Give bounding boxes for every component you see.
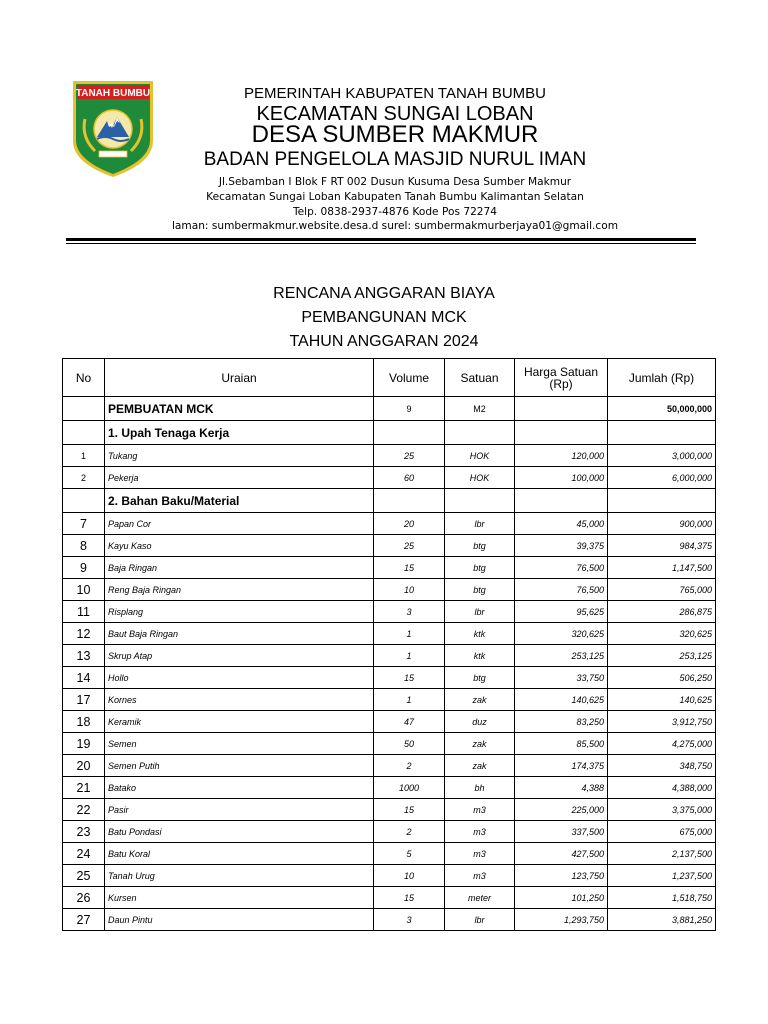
cell-volume: 15 bbox=[374, 667, 445, 689]
cell-uraian: Baja Ringan bbox=[105, 557, 374, 579]
cell-satuan: m3 bbox=[445, 821, 515, 843]
cell-no: 20 bbox=[63, 755, 105, 777]
cell-no: 12 bbox=[63, 623, 105, 645]
cell-volume: 25 bbox=[374, 445, 445, 467]
cell-uraian: Risplang bbox=[105, 601, 374, 623]
cell-volume: 10 bbox=[374, 865, 445, 887]
cell-jumlah: 900,000 bbox=[608, 513, 716, 535]
header-address-street: Jl.Sebamban I Blok F RT 002 Dusun Kusuma Desa Sumber Makmur bbox=[218, 176, 572, 188]
cell-jumlah: 4,275,000 bbox=[608, 733, 716, 755]
table-row bbox=[63, 579, 716, 601]
document-fiscal-year: TAHUN ANGGARAN 2024 bbox=[289, 333, 479, 350]
table-row bbox=[63, 755, 716, 777]
table-row bbox=[63, 645, 716, 667]
cell-volume: 25 bbox=[374, 535, 445, 557]
cell-volume: 15 bbox=[374, 557, 445, 579]
cell-satuan: zak bbox=[445, 689, 515, 711]
cell-no: 2 bbox=[63, 467, 105, 489]
section-labor-title: 1. Upah Tenaga Kerja bbox=[105, 421, 374, 445]
cell-harga: 120,000 bbox=[515, 445, 608, 467]
header-uraian: Uraian bbox=[105, 359, 374, 397]
table-row bbox=[63, 711, 716, 733]
cell-uraian: Batu Koral bbox=[105, 843, 374, 865]
table-row bbox=[63, 623, 716, 645]
cell-volume: 15 bbox=[374, 887, 445, 909]
cell-harga: 337,500 bbox=[515, 821, 608, 843]
cell-no: 18 bbox=[63, 711, 105, 733]
cell-satuan: ktk bbox=[445, 623, 515, 645]
cell-uraian: Hollo bbox=[105, 667, 374, 689]
cell-harga: 101,250 bbox=[515, 887, 608, 909]
header-harga-satuan: Harga Satuan (Rp) bbox=[515, 359, 608, 397]
cell-jumlah: 506,250 bbox=[608, 667, 716, 689]
cell-uraian: Semen Putih bbox=[105, 755, 374, 777]
cell-volume: 15 bbox=[374, 799, 445, 821]
cell-harga: 76,500 bbox=[515, 557, 608, 579]
letterhead-divider-thick bbox=[66, 238, 696, 241]
cell-jumlah: 253,125 bbox=[608, 645, 716, 667]
table-row bbox=[63, 843, 716, 865]
cell-uraian: Semen bbox=[105, 733, 374, 755]
table-row bbox=[63, 513, 716, 535]
table-row bbox=[63, 601, 716, 623]
cell-uraian: Daun Pintu bbox=[105, 909, 374, 931]
table-row-section-labor bbox=[63, 421, 716, 445]
cell-no: 21 bbox=[63, 777, 105, 799]
cell-harga: 85,500 bbox=[515, 733, 608, 755]
cell-volume: 2 bbox=[374, 755, 445, 777]
cell-uraian: Reng Baja Ringan bbox=[105, 579, 374, 601]
cell-no: 24 bbox=[63, 843, 105, 865]
cell-harga: 83,250 bbox=[515, 711, 608, 733]
header-satuan: Satuan bbox=[445, 359, 515, 397]
cell-no: 7 bbox=[63, 513, 105, 535]
cell-harga: 320,625 bbox=[515, 623, 608, 645]
table-row bbox=[63, 557, 716, 579]
main-no bbox=[63, 397, 105, 421]
cell-harga: 4,388 bbox=[515, 777, 608, 799]
cell-no: 23 bbox=[63, 821, 105, 843]
budget-table bbox=[62, 358, 716, 931]
cell-no: 22 bbox=[63, 799, 105, 821]
cell-volume: 20 bbox=[374, 513, 445, 535]
cell-satuan: btg bbox=[445, 579, 515, 601]
cell-harga: 45,000 bbox=[515, 513, 608, 535]
cell-volume: 60 bbox=[374, 467, 445, 489]
cell-no: 14 bbox=[63, 667, 105, 689]
cell-uraian: Keramik bbox=[105, 711, 374, 733]
cell-uraian: Pekerja bbox=[105, 467, 374, 489]
table-row bbox=[63, 689, 716, 711]
header-volume: Volume bbox=[374, 359, 445, 397]
cell-no: 8 bbox=[63, 535, 105, 557]
tanah-bumbu-emblem-icon bbox=[71, 79, 155, 179]
cell-jumlah: 4,388,000 bbox=[608, 777, 716, 799]
table-row-section-materials bbox=[63, 489, 716, 513]
cell-satuan: zak bbox=[445, 733, 515, 755]
main-jumlah: 50,000,000 bbox=[608, 397, 716, 421]
header-address-region: Kecamatan Sungai Loban Kabupaten Tanah Bumbu Kalimantan Selatan bbox=[206, 191, 584, 203]
cell-harga: 100,000 bbox=[515, 467, 608, 489]
table-row bbox=[63, 445, 716, 467]
cell-no: 25 bbox=[63, 865, 105, 887]
header-web-email: laman: sumbermakmur.website.desa.d surel: sumbermakmurberjaya01@gmail.com bbox=[171, 220, 619, 232]
cell-jumlah: 3,881,250 bbox=[608, 909, 716, 931]
cell-volume: 2 bbox=[374, 821, 445, 843]
cell-jumlah: 348,750 bbox=[608, 755, 716, 777]
cell-volume: 1 bbox=[374, 689, 445, 711]
cell-jumlah: 2,137,500 bbox=[608, 843, 716, 865]
cell-jumlah: 3,375,000 bbox=[608, 799, 716, 821]
cell-harga: 33,750 bbox=[515, 667, 608, 689]
cell-harga: 76,500 bbox=[515, 579, 608, 601]
cell-satuan: btg bbox=[445, 557, 515, 579]
cell-jumlah: 3,912,750 bbox=[608, 711, 716, 733]
cell-satuan: btg bbox=[445, 667, 515, 689]
main-harga bbox=[515, 397, 608, 421]
cell-uraian: Pasir bbox=[105, 799, 374, 821]
letterhead-divider-thin bbox=[66, 243, 696, 244]
table-row bbox=[63, 467, 716, 489]
header-village-line: DESA SUMBER MAKMUR bbox=[251, 121, 539, 148]
cell-harga: 174,375 bbox=[515, 755, 608, 777]
header-government-line: PEMERINTAH KABUPATEN TANAH BUMBU bbox=[244, 85, 546, 102]
cell-volume: 10 bbox=[374, 579, 445, 601]
cell-satuan: meter bbox=[445, 887, 515, 909]
cell-volume: 1 bbox=[374, 645, 445, 667]
cell-no: 17 bbox=[63, 689, 105, 711]
cell-volume: 3 bbox=[374, 601, 445, 623]
table-row bbox=[63, 667, 716, 689]
cell-uraian: Papan Cor bbox=[105, 513, 374, 535]
cell-uraian: Tanah Urug bbox=[105, 865, 374, 887]
cell-harga: 140,625 bbox=[515, 689, 608, 711]
cell-satuan: lbr bbox=[445, 601, 515, 623]
header-phone: Telp. 0838-2937-4876 Kode Pos 72274 bbox=[292, 206, 498, 218]
cell-uraian: Skrup Atap bbox=[105, 645, 374, 667]
cell-harga: 427,500 bbox=[515, 843, 608, 865]
cell-no: 26 bbox=[63, 887, 105, 909]
table-row bbox=[63, 821, 716, 843]
header-jumlah: Jumlah (Rp) bbox=[608, 359, 716, 397]
section-materials-title: 2. Bahan Baku/Material bbox=[105, 489, 374, 513]
cell-satuan: btg bbox=[445, 535, 515, 557]
main-uraian: PEMBUATAN MCK bbox=[105, 397, 374, 421]
cell-uraian: Tukang bbox=[105, 445, 374, 467]
cell-volume: 47 bbox=[374, 711, 445, 733]
cell-jumlah: 675,000 bbox=[608, 821, 716, 843]
table-row bbox=[63, 909, 716, 931]
cell-satuan: zak bbox=[445, 755, 515, 777]
emblem-banner-text: TANAH BUMBU bbox=[75, 88, 151, 99]
cell-jumlah: 765,000 bbox=[608, 579, 716, 601]
cell-harga: 39,375 bbox=[515, 535, 608, 557]
cell-uraian: Kursen bbox=[105, 887, 374, 909]
cell-satuan: ktk bbox=[445, 645, 515, 667]
cell-harga: 95,625 bbox=[515, 601, 608, 623]
cell-uraian: Baut Baja Ringan bbox=[105, 623, 374, 645]
cell-satuan: HOK bbox=[445, 445, 515, 467]
cell-volume: 3 bbox=[374, 909, 445, 931]
cell-no: 9 bbox=[63, 557, 105, 579]
cell-volume: 5 bbox=[374, 843, 445, 865]
cell-no: 10 bbox=[63, 579, 105, 601]
table-row bbox=[63, 865, 716, 887]
table-row bbox=[63, 777, 716, 799]
cell-jumlah: 1,147,500 bbox=[608, 557, 716, 579]
cell-no: 1 bbox=[63, 445, 105, 467]
cell-harga: 225,000 bbox=[515, 799, 608, 821]
main-satuan: M2 bbox=[445, 397, 515, 421]
cell-satuan: bh bbox=[445, 777, 515, 799]
cell-satuan: m3 bbox=[445, 799, 515, 821]
cell-harga: 253,125 bbox=[515, 645, 608, 667]
document-subtitle: PEMBANGUNAN MCK bbox=[301, 309, 467, 326]
table-row-main bbox=[63, 397, 716, 421]
table-row bbox=[63, 535, 716, 557]
cell-volume: 1 bbox=[374, 623, 445, 645]
header-district-line: KECAMATAN SUNGAI LOBAN bbox=[256, 103, 534, 125]
cell-jumlah: 6,000,000 bbox=[608, 467, 716, 489]
document-title: RENCANA ANGGARAN BIAYA bbox=[273, 285, 495, 302]
header-organization-line: BADAN PENGELOLA MASJID NURUL IMAN bbox=[203, 149, 587, 170]
cell-jumlah: 140,625 bbox=[608, 689, 716, 711]
cell-uraian: Kornes bbox=[105, 689, 374, 711]
table-row bbox=[63, 733, 716, 755]
header-no: No bbox=[63, 359, 105, 397]
cell-uraian: Batu Pondasi bbox=[105, 821, 374, 843]
cell-jumlah: 3,000,000 bbox=[608, 445, 716, 467]
cell-volume: 1000 bbox=[374, 777, 445, 799]
cell-satuan: m3 bbox=[445, 843, 515, 865]
cell-uraian: Kayu Kaso bbox=[105, 535, 374, 557]
cell-no: 11 bbox=[63, 601, 105, 623]
cell-harga: 1,293,750 bbox=[515, 909, 608, 931]
cell-jumlah: 1,237,500 bbox=[608, 865, 716, 887]
cell-satuan: duz bbox=[445, 711, 515, 733]
table-row bbox=[63, 887, 716, 909]
cell-satuan: HOK bbox=[445, 467, 515, 489]
table-row bbox=[63, 799, 716, 821]
cell-uraian: Batako bbox=[105, 777, 374, 799]
cell-jumlah: 1,518,750 bbox=[608, 887, 716, 909]
cell-no: 13 bbox=[63, 645, 105, 667]
cell-volume: 50 bbox=[374, 733, 445, 755]
cell-jumlah: 984,375 bbox=[608, 535, 716, 557]
cell-no: 19 bbox=[63, 733, 105, 755]
cell-satuan: lbr bbox=[445, 909, 515, 931]
cell-satuan: lbr bbox=[445, 513, 515, 535]
cell-jumlah: 320,625 bbox=[608, 623, 716, 645]
cell-satuan: m3 bbox=[445, 865, 515, 887]
cell-jumlah: 286,875 bbox=[608, 601, 716, 623]
cell-no: 27 bbox=[63, 909, 105, 931]
table-header-row bbox=[63, 359, 716, 397]
section-labor-no-cell bbox=[63, 421, 105, 445]
cell-harga: 123,750 bbox=[515, 865, 608, 887]
main-volume: 9 bbox=[374, 397, 445, 421]
